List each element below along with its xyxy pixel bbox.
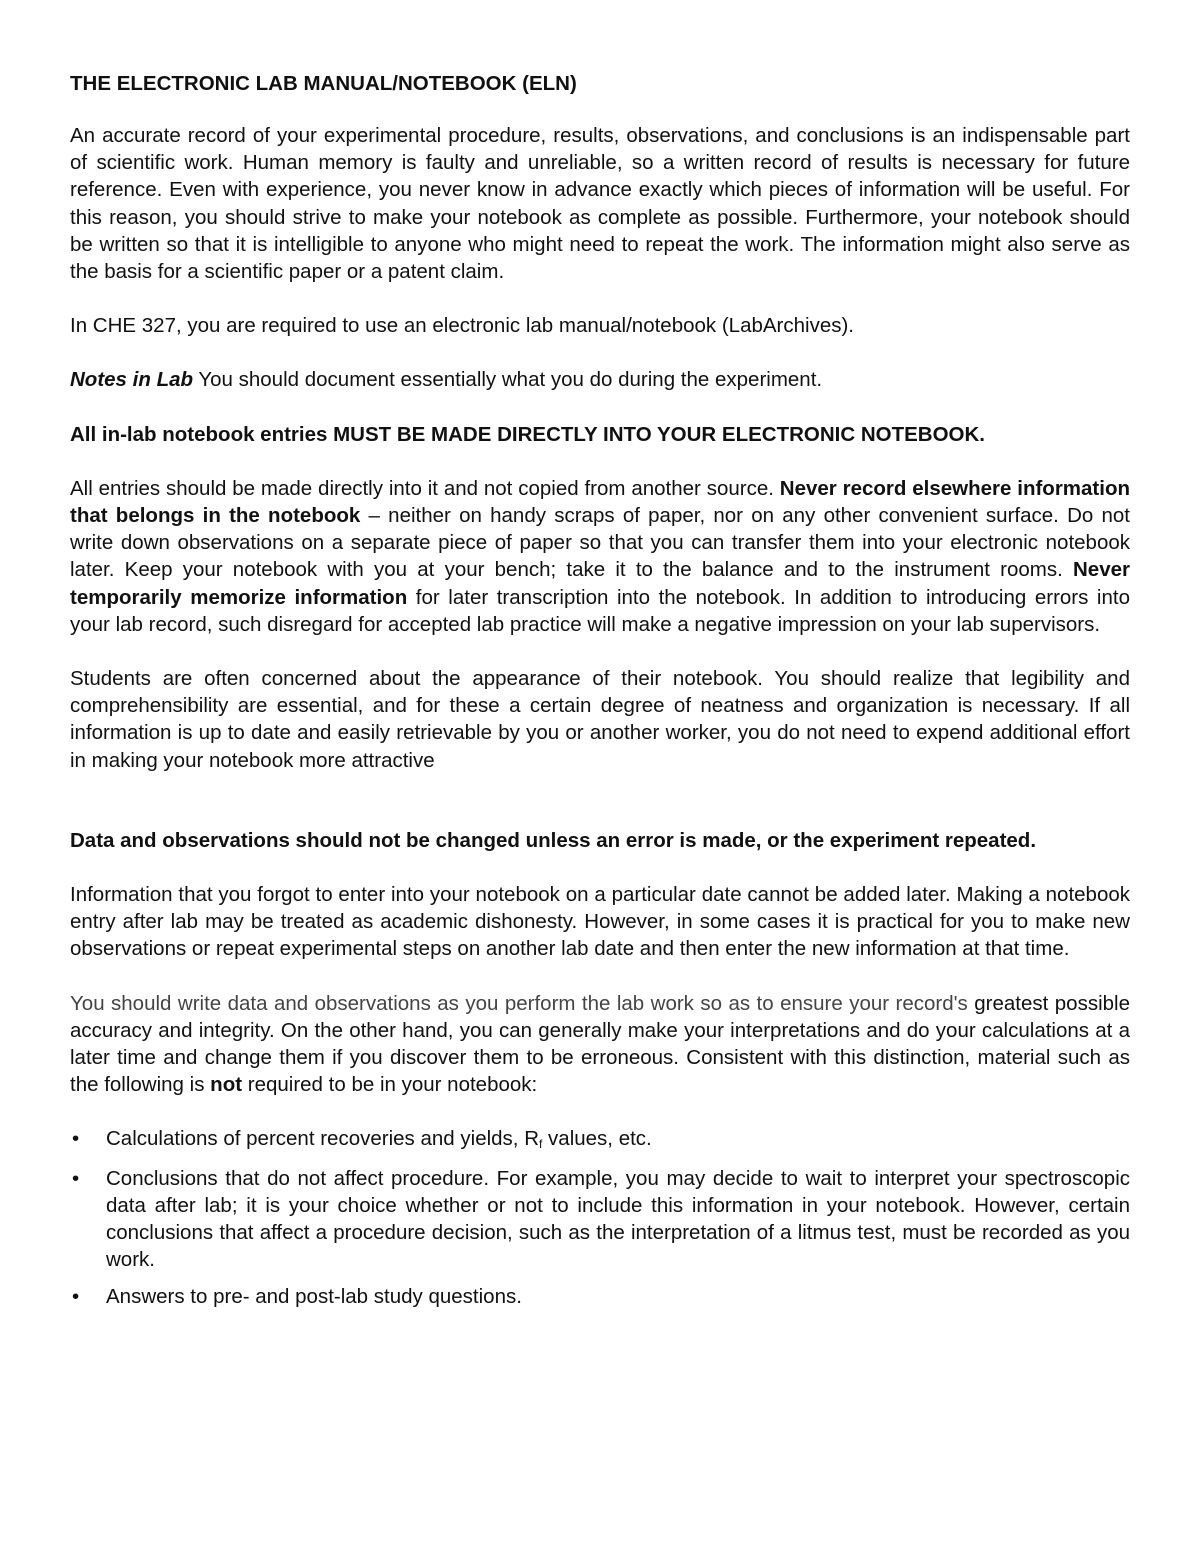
course-requirement-paragraph: In CHE 327, you are required to use an electronic lab manual/notebook (LabArchives). xyxy=(70,314,855,338)
in-lab-entries-rule-b: MUST BE MADE DIRECTLY INTO YOUR ELECTRONIC NOTEBOOK. xyxy=(333,422,985,446)
bullet-icon: • xyxy=(72,1127,80,1151)
forgotten-info-paragraph: Information that you forgot to enter into your notebook on a particular date cannot be added later. Making a notebook entry after lab may be treated as academic dishonesty. However, in some cases it is practical for you to make new observations or repeat experimental steps on another lab date and then enter the new information at that time. xyxy=(70,883,1130,961)
entries-text-1: All entries should be made directly into it and not copied from another source. xyxy=(70,476,780,500)
list-item xyxy=(70,1283,1130,1310)
bullet-1-text-a: Calculations of percent recoveries and yields, R xyxy=(106,1127,539,1151)
in-lab-entries-rule xyxy=(70,421,1130,448)
intro-paragraph: An accurate record of your experimental procedure, results, observations, and conclusions is an indispensable part of scientific work. Human memory is faulty and unreliable, so a written record of results is necessary for future reference. Even with experience, you never know in advance exactly which pieces of information will be useful. For this reason, you should strive to make your notebook as complete as possible. Furthermore, your notebook should be written so that it is intelligible to anyone who might need to repeat the work. The information might also serve as the basis for a scientific paper or a patent claim. xyxy=(70,124,1130,284)
entries-text-2: – neither on handy scraps of paper, nor on any other convenient surface. Do not write down observations on a separate piece of paper so that you can transfer them into your electronic notebook later. Keep your notebook with you at your bench; take it to the balance and to the instrument rooms. xyxy=(70,504,1131,582)
write-data-paragraph xyxy=(70,990,1130,1099)
not-required-list xyxy=(70,1125,1130,1309)
write-data-text-gray: You should write data and observations as you perform the lab work so as to ensure your record's xyxy=(70,991,968,1015)
bullet-icon: • xyxy=(72,1284,80,1308)
write-data-not: not xyxy=(210,1073,243,1097)
bullet-icon: • xyxy=(72,1166,80,1190)
in-lab-entries-rule-a: All in-lab notebook entries xyxy=(70,422,334,446)
appearance-paragraph: Students are often concerned about the appearance of their notebook. You should realize that legibility and comprehensibility are essential, and for these a certain degree of neatness and organization is necessary. If all information is up to date and easily retrievable by you or another worker, you do not need to expend additional effort in making your notebook more attractive xyxy=(70,667,1130,772)
notes-in-lab-paragraph xyxy=(70,366,1130,393)
entries-direct-paragraph xyxy=(70,475,1130,638)
write-data-text-1: greatest possible accuracy and integrity. On the other hand, you can generally make your interpretations and do your calculations at a later time and change them if you discover them to be erroneous. Consistent with this distinction, material such as the following is xyxy=(70,991,1130,1097)
bullet-1-subscript: f xyxy=(539,1137,543,1152)
notes-in-lab-label: Notes in Lab xyxy=(70,368,194,392)
document-title: THE ELECTRONIC LAB MANUAL/NOTEBOOK (ELN) xyxy=(70,72,577,95)
list-item xyxy=(70,1165,1130,1274)
document-page xyxy=(70,70,1130,1319)
list-item xyxy=(70,1125,1130,1155)
notes-in-lab-text: You should document essentially what you do during the experiment. xyxy=(193,368,823,392)
entries-bold-2: Never temporarily memorize information xyxy=(70,558,1130,609)
entries-bold-1: Never record elsewhere information that belongs in the notebook xyxy=(70,476,1131,528)
bullet-3-text: Answers to pre- and post-lab study questions. xyxy=(106,1284,522,1308)
write-data-text-2: required to be in your notebook: xyxy=(242,1073,538,1097)
bullet-2-text: Conclusions that do not affect procedure. For example, you may decide to wait to interpret your spectroscopic data after lab; it is your choice whether or not to include this information in your notebook. However, certain conclusions that affect a procedure decision, such as the interpretation of a litmus test, must be recorded as you work. xyxy=(106,1166,1130,1272)
data-not-changed-rule: Data and observations should not be changed unless an error is made, or the experiment repeated. xyxy=(70,828,1037,852)
bullet-1-text-b: values, etc. xyxy=(542,1127,652,1151)
entries-text-3: for later transcription into the notebook. In addition to introducing errors into your lab record, such disregard for accepted lab practice will make a negative impression on your lab supervisors. xyxy=(70,585,1130,636)
